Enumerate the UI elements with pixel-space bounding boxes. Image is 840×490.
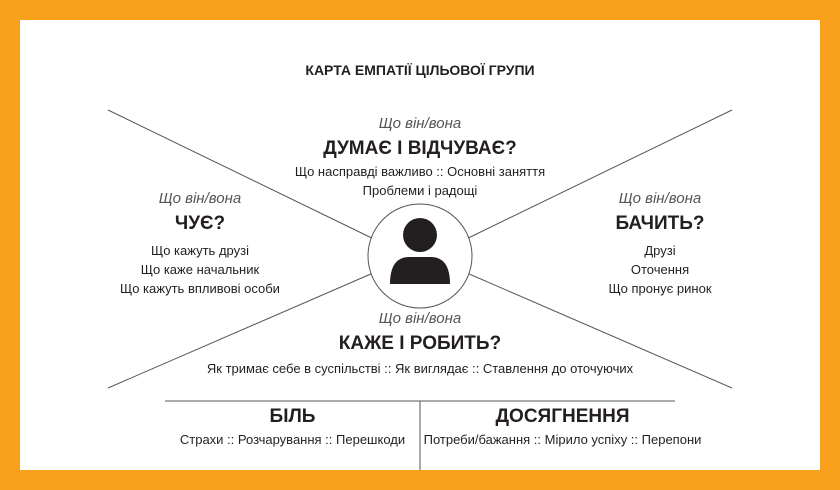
empathy-map-card [20,20,820,470]
top-heading: ДУМАЄ І ВІДЧУВАЄ? [323,138,517,159]
gain-text: Потреби/бажання :: Мірило успіху :: Перепони [423,432,702,447]
gain-heading: ДОСЯГНЕННЯ [495,406,630,427]
pain-heading: БІЛЬ [269,406,316,427]
left-heading: ЧУЄ? [174,213,226,234]
bottom-heading: КАЖЕ І РОБИТЬ? [338,333,502,354]
bottom-question: Що він/вона [378,310,462,327]
left-line-1: Що кажуть друзі [151,243,249,258]
bottom-line: Як тримає себе в суспільстві :: Як виглядає :: Ставлення до оточуючих [206,361,634,376]
right-line-1: Друзі [644,243,676,258]
right-line-2: Оточення [630,262,690,277]
top-line-1: Що насправді важливо :: Основні заняття [294,164,546,179]
left-line-3: Що кажуть впливові особи [120,281,280,296]
page-title: КАРТА ЕМПАТІЇ ЦІЛЬОВОЇ ГРУПИ [305,62,535,78]
right-heading: БАЧИТЬ? [615,213,705,234]
top-question: Що він/вона [378,115,462,132]
right-line-3: Що пронує ринок [608,281,712,296]
left-line-2: Що каже начальник [140,262,260,277]
top-line-2: Проблеми і радощі [362,183,478,198]
left-question: Що він/вона [158,190,242,207]
pain-text: Страхи :: Розчарування :: Перешкоди [179,432,406,447]
right-question: Що він/вона [618,190,702,207]
